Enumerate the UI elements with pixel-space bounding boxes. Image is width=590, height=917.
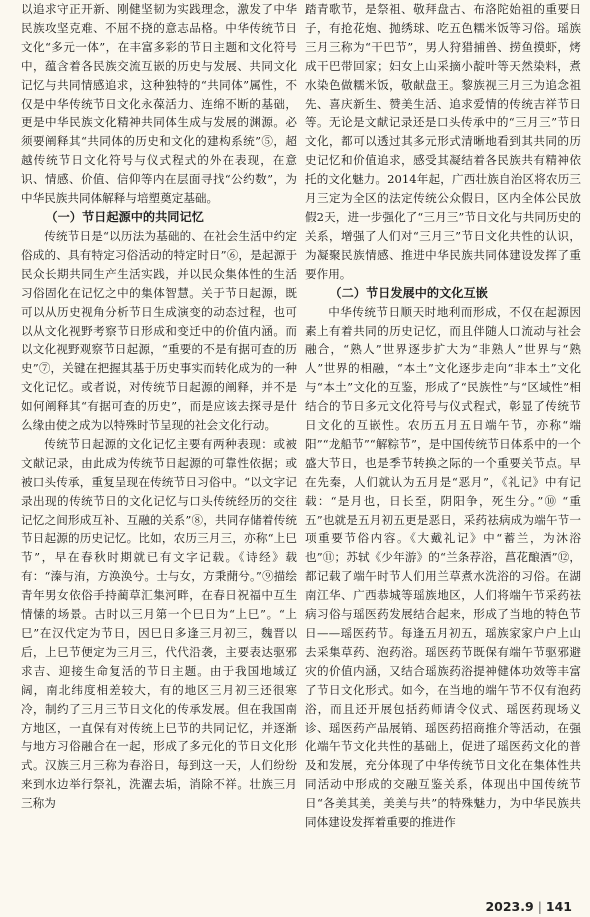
- footer-separator: |: [537, 899, 542, 914]
- left-column: [21, 0, 297, 813]
- paragraph-intro: 以追求守正开新、刚健坚韧为实践理念，激发了中华民族攻坚克难、不屈不挠的意志品格。中华传统节日文化“多元一体”，在丰富多彩的节日主题和文化符号中，蕴含着各民族交流互嵌的历史与发展、共同文化记忆与共同情感追求，这种独特的“共同体”属性，不仅是中华传统节日文化永葆活力、连绵不断的基础，更是中华民族文化精神共同体生成与发展的渊源。必须要阐释其“共同体的历史和文化的建构系统”⑤，超越传统节日文化符号与仪式程式的外在表现，在意识、情感、价值、信仰等内在层面寻找“公约数”，为中华民族共同体解释与培塑奠定基础。: [21, 2, 297, 206]
- section-heading-origins: （一）节日起源中的共同记忆: [45, 209, 204, 224]
- issue-label: 2023.9: [485, 899, 534, 914]
- paragraph-duanwu: 中华传统节日顺天时地利而形成，不仅在起源因素上有着共同的历史记忆，而且伴随人口流动与社会融合，“熟人”世界逐步扩大为“非熟人”世界与“熟人”世界的相融，“本土”文化逐步走向“非本土”文化与“本土”文化的互鉴，形成了“民族性”与“区域性”相结合的节日多元文化符号与仪式程式，彰显了传统节日文化的互嵌性。农历五月五日端午节，亦称“端阳”“龙船节”“解粽节”，是中国传统节日体系中的一个盛大节日，也是季节转换之际的一个重要关节点。早在先秦，人们就认为五月是“恶月”，《礼记》中有记载：“是月也，日长至，阴阳争，死生分。”⑩ “重五”也就是五月初五更是恶日，采药祛病成为端午节一项重要节俗内容。《大戴礼记》中“蓄兰，为沐浴也”⑪；苏轼《少年游》的“兰条荐浴，菖花酿酒”⑫，都记载了端午时节人们用兰草煮水洗浴的习俗。在湖南江华、广西恭城等瑶族地区，人们将端午节采药祛病习俗与瑶医药发展结合起来，形成了当地的特色节日——瑶医药节。每逢五月初五，瑶族家家户户上山去采集草药、泡药浴。瑶医药节既保有端午节驱邪避灾的价值内涵，又结合瑶族药浴提神健体功效等丰富了节日文化形式。如今，在当地的端午节不仅有泡药浴，而且还开展包括药师请令仪式、瑶医药现场义诊、瑶医药产品展销、瑶医药招商推介等活动，在强化端午节文化共性的基础上，促进了瑶医药文化的普及和发展，充分体现了中华传统节日文化在集体性共同活动中形成的交融互鉴关系，体现出中国传统节日“各美其美，美美与共”的特殊魅力，为中华民族共同体建设发挥着重要的推进作: [305, 304, 581, 830]
- paragraph-sanyuesan: 踏青歌节，是祭祖、敬拜盘古、布洛陀始祖的重要日子，有抢花炮、抛绣球、吃五色糯米饭等习俗。瑶族三月三称为“干巴节”，男人狩猎捕兽、捞鱼摸虾，烤成干巴带回家；妇女上山采摘小靛叶等天然染料，煮水染色做糯米饭，敬献盘王。黎族视三月三为追念祖先、喜庆新生、赞美生活、追求爱情的传统吉祥节日等。无论是文献记录还是口头传承中的“三月三”节日文化，都可以透过其多元形式清晰地看到其共同的历史记忆和价值追求，感受其凝结着各民族共有精神依托的文化魅力。2014年起，广西壮族自治区将农历三月三定为全区的法定传统公众假日，区内全体公民放假2天，进一步强化了“三月三”节日文化与共同历史的关系，增强了人们对“三月三”节日文化共性的认识，为凝聚民族情感、推进中华民族共同体建设发挥了重要作用。: [305, 2, 581, 281]
- section-heading-development: （二）节日发展中的文化互嵌: [329, 285, 488, 300]
- paragraph-memory: 传统节日起源的文化记忆主要有两种表现：或被文献记录，由此成为传统节日起源的可靠性依据；或被口头传承，重复呈现在传统节日习俗中。“以文字记录出现的传统节日的文化记忆与口头传统经历的交往记忆之间形成互补、互融的关系”⑧，共同存储着传统节日起源的历史记忆。比如，农历三月三，亦称“上巳节”，早在春秋时期就已有文字记载。《诗经》载有：“溱与洧，方涣涣兮。士与女，方秉蕑兮。”⑨描绘青年男女依俗手持蔺草汇集河畔，在春日祝福中互生情愫的场景。古时以三月第一个巳日为“上巳”。“上巳”在汉代定为节日，因巳日多逢三月初三，魏晋以后，上巳节便定为三月三，代代沿袭，主要表达驱邪求吉、迎接生命复活的节日主题。由于我国地域辽阔，南北纬度相差较大，有的地区三月初三还很寒冷，制约了三月三节日文化的传承发展。但在我国南方地区，一直保有对传统上巳节的共同记忆，并逐渐与地方习俗融合在一起，形成了多元化的节日文化形式。汉族三月三称为春浴日，每到这一天，人们纷纷来到水边举行祭礼，洗濯去垢，消除不祥。壮族三月三称为: [21, 436, 297, 811]
- page-footer: [485, 899, 572, 914]
- right-column: [305, 0, 581, 832]
- page-number: 141: [545, 899, 572, 914]
- paragraph-origins: 传统节日是“以历法为基础的、在社会生活中约定俗成的、具有特定习俗活动的特定时日”⑥，是起源于民众长期共同生产生活实践，并以民众集体性的生活习俗固化在记忆之中的集体智慧。关于节日起源，既可以从历史视角分析节日生成演变的动态过程，也可以从文化视野考察节日形成和变迁中的价值内涵。而以文化视野观察节日起源，“重要的不是有据可查的历史”⑦，关键在把握其基于历史事实而转化成为的一种文化记忆。或者说，对传统节日起源的阐释，并不是如何阐释其“有据可查的历史”，而是应该去探寻是什么缘由使之成为以特殊时节呈现的社会文化行动。: [21, 228, 297, 433]
